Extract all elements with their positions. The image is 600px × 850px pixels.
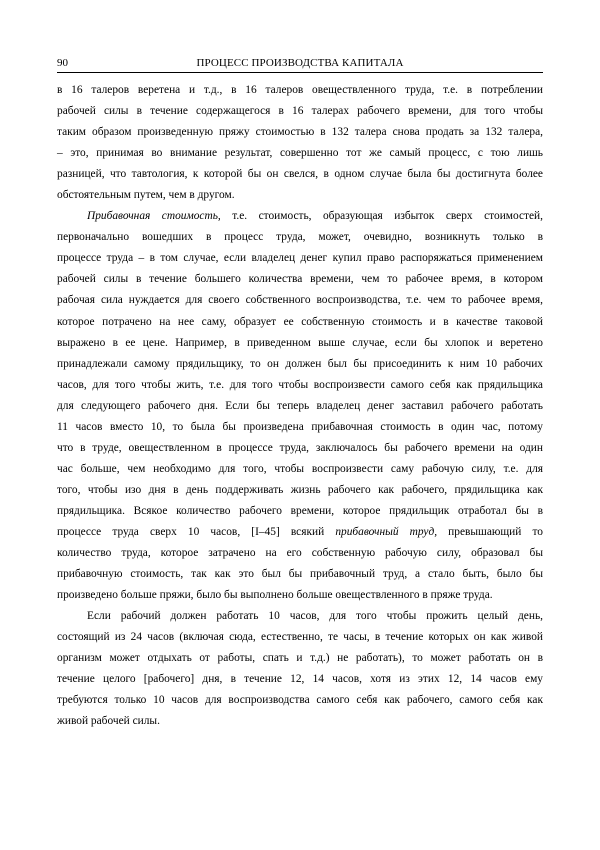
text-span: превышающий то xyxy=(437,525,544,538)
text-line: количество труда, которое затрачено на его собственную рабочую силу, образовал бы xyxy=(57,547,543,560)
text-line: что в труде, овеществленном в процессе труда, заключалось бы рабочего времени на один xyxy=(57,441,543,454)
text-line: требуются только 10 часов для воспроизводства самого себя как рабочего, самого себя как xyxy=(57,694,543,707)
text-line: живой рабочей силы. xyxy=(57,715,160,728)
text-span: т.е. стоимость, образующая избыток сверх стоимостей, xyxy=(220,210,544,223)
text-line: первоначально вошедших в процесс труда, может, очевидно, возникнуть только в xyxy=(57,231,543,244)
body-text xyxy=(57,80,543,732)
text-line: процессе труда – в том случае, если владелец денег купил право распоряжаться применением xyxy=(57,252,543,265)
text-line: организм может отдыхать от работы, спать и т.д.) не работать), то может работать он в xyxy=(57,652,543,665)
text-line: разницей, что тавтология, к которой бы он свелся, в одном случае была бы достигнута более xyxy=(57,168,543,181)
text-line: принадлежали самому прядильщику, то он должен был бы присоединить к ним 10 рабочих xyxy=(57,357,543,370)
text-line: выражено в ее цене. Например, в приведенном выше случае, если бы хлопок и веретено xyxy=(57,336,543,349)
text-line: прибавочную стоимость, так как это был бы прибавочный труд, а стало быть, было бы xyxy=(57,568,543,581)
text-line: того, чтобы изо дня в день поддерживать жизнь рабочего как рабочего, прядильщика как xyxy=(57,483,543,496)
paragraph-1 xyxy=(57,80,543,206)
text-line: которое потрачено на нее саму, образует ее собственную стоимость и в качестве таковой xyxy=(57,315,543,328)
running-title: ПРОЦЕСС ПРОИЗВОДСТВА КАПИТАЛА xyxy=(196,57,404,69)
emphasis-term: Прибавочная стоимость, xyxy=(87,210,221,223)
running-header xyxy=(57,55,543,73)
text-line: таким образом произведенную пряжу стоимостью в 132 талера снова продать за 132 талера, xyxy=(57,126,543,139)
text-line xyxy=(57,206,543,227)
text-line: произведено больше пряжи, было бы выполнено больше овеществленного в пряже труда. xyxy=(57,589,493,602)
text-line: Если рабочий должен работать 10 часов, для того чтобы прожить целый день, xyxy=(87,610,543,623)
text-line: в 16 талеров веретена и т.д., в 16 талеров овеществленного труда, т.е. в потреблении xyxy=(57,84,543,96)
paragraph-3 xyxy=(57,606,543,732)
text-line: состоящий из 24 часов (включая сюда, естественно, те часы, в течение которых он как живой xyxy=(57,631,543,644)
text-line: течение целого [рабочего] дня, в течение 12, 14 часов, хотя из этих 12, 14 часов ему xyxy=(57,673,543,686)
page-number: 90 xyxy=(57,57,68,69)
text-line: обстоятельным путем, чем в другом. xyxy=(57,189,235,202)
text-line: 11 часов вместо 10, то была бы произведена прибавочная стоимость в один час, потому xyxy=(57,420,543,433)
text-span: процессе труда сверх 10 часов, [I–45] всякий xyxy=(57,525,336,538)
text-line: рабочая сила нуждается для своего собственного воспроизводства, т.е. чем то рабочее время, xyxy=(57,294,543,307)
text-line xyxy=(57,522,543,543)
paragraph-2 xyxy=(57,206,543,606)
emphasis-term: прибавочный труд, xyxy=(335,525,438,538)
text-line: прядильщика. Всякое количество рабочего времени, которое прядильщик отработал бы в xyxy=(57,504,543,517)
text-line: рабочей силы в течение содержащегося в 16 талерах рабочего времени, для того чтобы xyxy=(57,105,543,118)
text-line: рабочей силы в течение большего количества времени, чем то рабочее время, в котором xyxy=(57,273,543,286)
text-line: для следующего рабочего дня. Если бы теперь владелец денег заставил рабочего работать xyxy=(57,399,543,412)
text-line: час больше, чем необходимо для того, чтобы воспроизвести саму рабочую силу, т.е. для xyxy=(57,462,543,475)
text-line: часов, для того чтобы жить, т.е. для того чтобы воспроизвести самого себя как прядильщика xyxy=(57,378,543,391)
text-line: – это, принимая во внимание результат, совершенно тот же самый процесс, с тою лишь xyxy=(57,147,543,160)
